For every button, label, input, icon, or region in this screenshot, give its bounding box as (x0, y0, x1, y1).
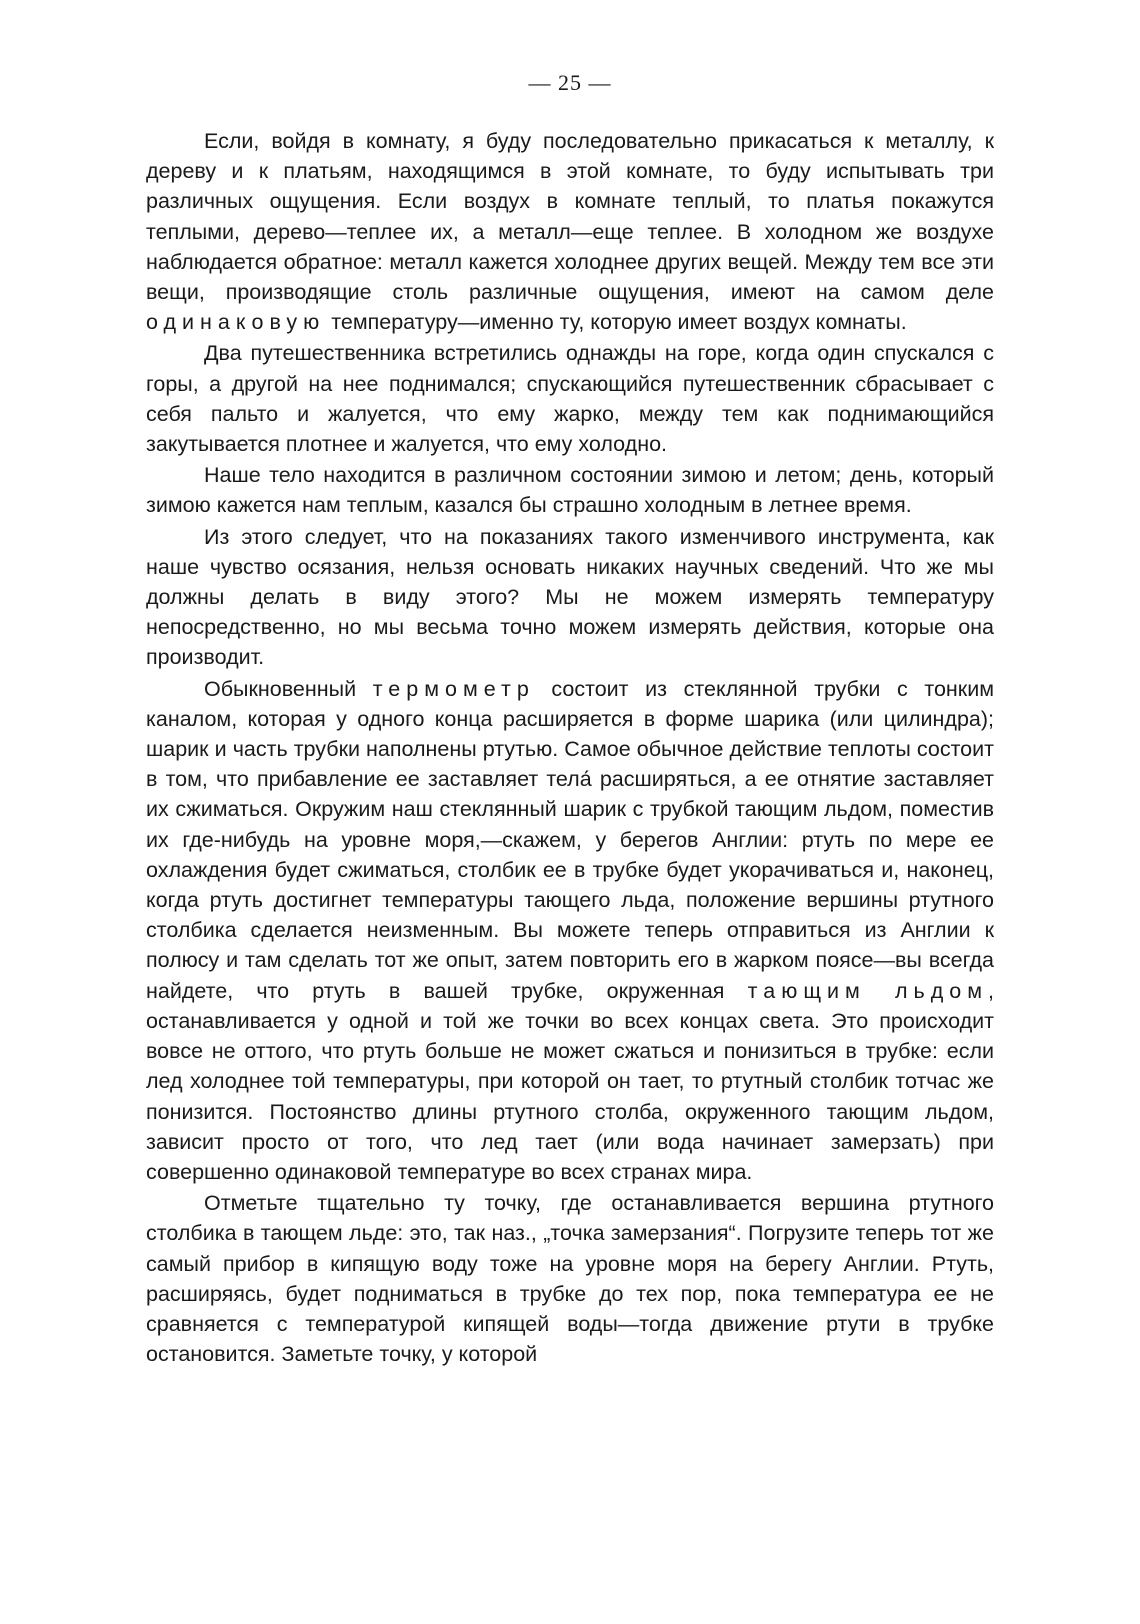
paragraph-3 (146, 460, 994, 520)
book-page (146, 0, 994, 1624)
text-segment: Два путешественника встретились однажды на горе, когда один спускался с горы, а другой на нее поднимался; спускающийся путешественник сбрасывает с себя пальто и жалуется, что ему жарко, между тем как поднимающийся закутывается плотнее и жалуется, что ему холодно. (146, 341, 994, 457)
text-segment: Из этого следует, что на показаниях такого изменчивого инструмента, как наше чувство осязания, нельзя основать никаких научных сведений. Что же мы должны делать в виду этого? Мы не можем измерять температуру непосредственно, но мы весьма точно можем измерять действия, которые она производит. (146, 524, 994, 670)
paragraph-1 (146, 126, 994, 337)
text-segment: , останавливается у одной и той же точки во всех концах света. Это происходит вовсе не оттого, что ртуть больше не может сжаться и понизиться в трубке: если лед холоднее той температуры, при которой он тает, то ртутный столбик тотчас же понизится. Постоянство длины ртутного столба, окруженного тающим льдом, зависит просто от того, что лед тает (или вода начинает замерзать) при совершенно одинаковой температуре во всех странах мира. (146, 978, 994, 1184)
text-segment: Если, войдя в комнату, я буду последовательно прикасаться к металлу, к дереву и к платьям, находящимся в этой комнате, то буду испытывать три различных ощущения. Если воздух в комнате теплый, то платья покажутся теплыми, дерево—теплее их, а металл—еще теплее. В холодном же воздухе наблюдается обратное: металл кажется холоднее других вещей. Между тем все эти вещи, производящие столь различные ощущения, имеют на самом деле (146, 129, 994, 305)
text-segment: Обыкновенный (204, 676, 373, 701)
text-segment: Наше тело находится в различном состоянии зимою и летом; день, который зимою кажется нам теплым, казался бы страшно холодным в летнее время. (146, 463, 994, 518)
body-text (146, 126, 994, 1370)
paragraph-2 (146, 338, 994, 459)
paragraph-5 (146, 674, 994, 1187)
emphasis-spaced-word: термометр (372, 676, 535, 701)
paragraph-6 (146, 1188, 994, 1369)
text-segment: Отметьте тщательно ту точку, где останавливается вершина ртутного столбика в тающем льде: это, так наз., „точка замерзания“. Погрузите теперь тот же самый прибор в кипящую воду тоже на уровне моря на берегу Англии. Ртуть, расширяясь, будет подниматься в трубке до тех пор, пока температура ее не сравняется с температурой кипящей воды—тогда движение ртути в трубке остановится. Заметьте точку, у которой (146, 1191, 994, 1367)
emphasis-spaced-word: одинаковую (146, 310, 326, 335)
paragraph-4 (146, 522, 994, 673)
page-number: — 25 — (528, 70, 612, 95)
text-segment: состоит из стеклянной трубки с тонким каналом, которая у одного конца расширяется в форме шарика (или цилиндра); шарик и часть трубки наполнены ртутью. Самое обычное действие теплоты состоит в том, что прибавление ее заставляет тела́ расширяться, а ее отнятие заставляет их сжиматься. Окружим наш стеклянный шарик с трубкой тающим льдом, поместив их где-нибудь на уровне моря,—скажем, у берегов Англии: ртуть по мере ее охлаждения будет сжиматься, столбик ее в трубке будет укорачиваться и, наконец, когда ртуть достигнет температуры тающего льда, положение вершины ртутного столбика сделается неизменным. Вы можете теперь отправиться из Англии к полюсу и там сделать тот же опыт, затем повторить его в жарком поясе—вы всегда найдете, что ртуть в вашей трубке, окруженная (146, 676, 994, 1003)
text-segment: температуру—именно ту, которую имеет воздух комнаты. (325, 310, 907, 335)
emphasis-spaced-word: тающим льдом (747, 978, 989, 1003)
